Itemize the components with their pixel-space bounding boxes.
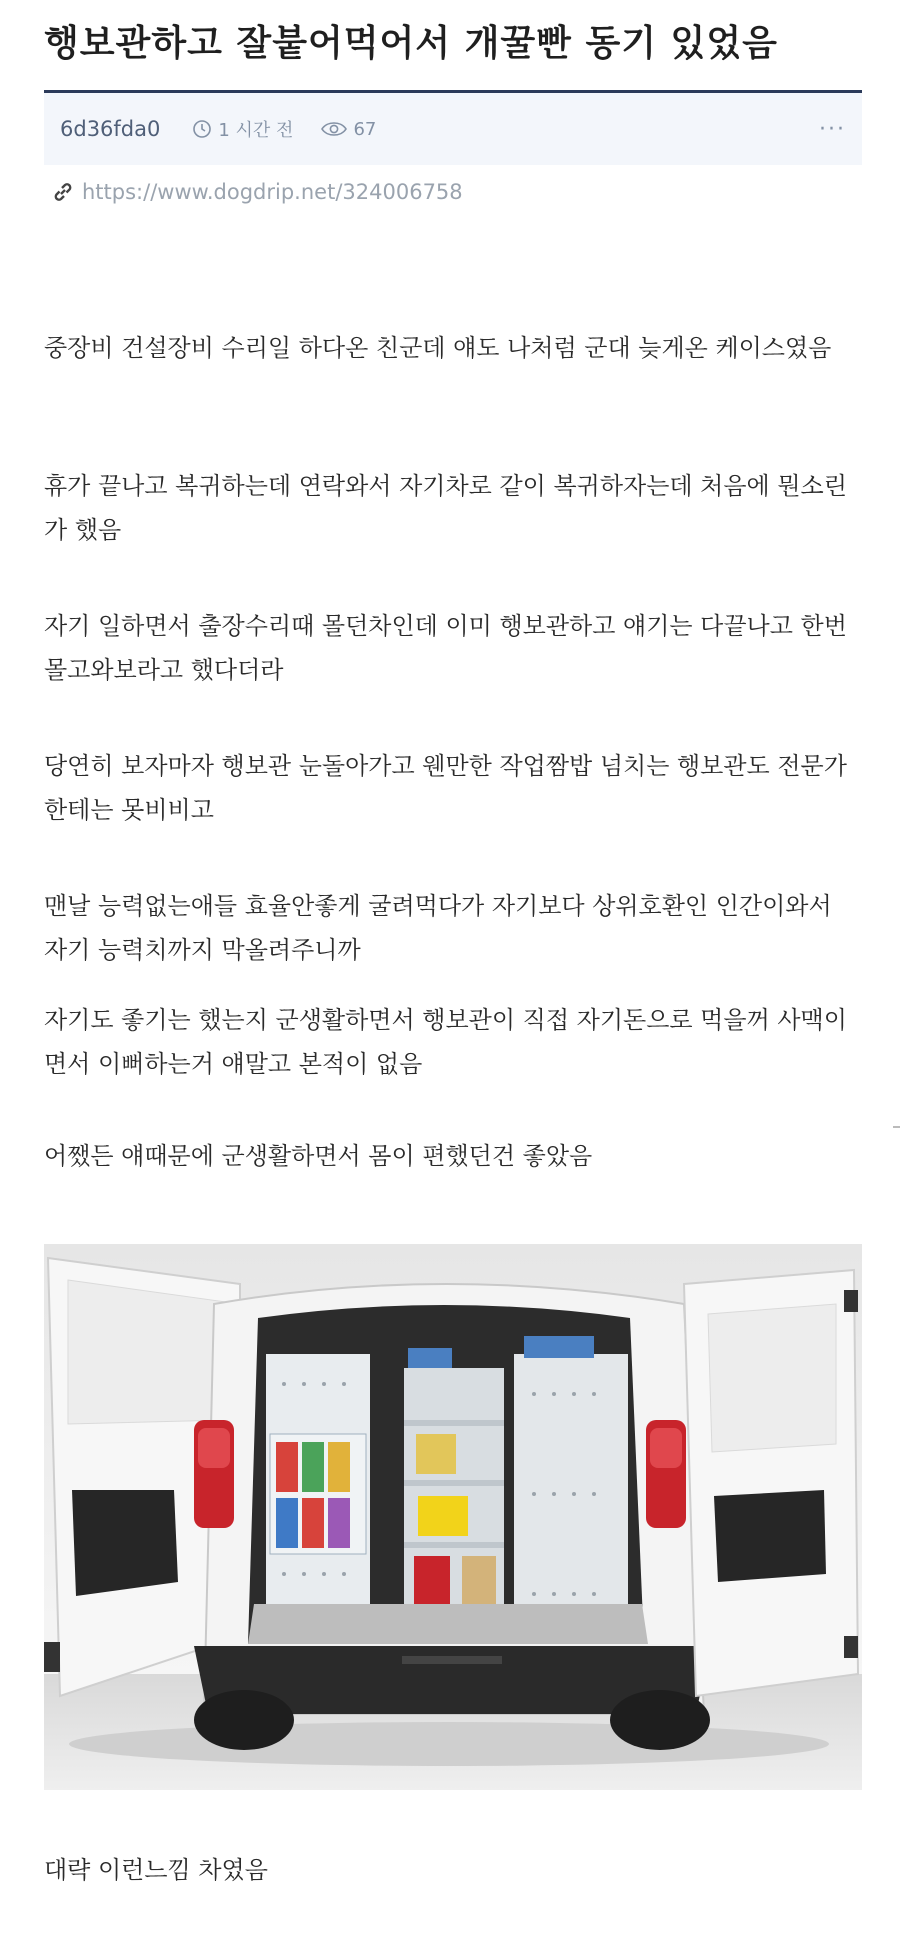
body-paragraph: 자기도 좋기는 했는지 군생활하면서 행보관이 직접 자기돈으로 먹을꺼 사맥이면서 이뻐하는거 얘말고 본적이 없음 <box>44 1006 847 1078</box>
post-views-count: 67 <box>353 118 377 140</box>
post-title: 행보관하고 잘붙어먹어서 개꿀빤 동기 있었음 <box>44 23 778 64</box>
source-link-url[interactable]: https://www.dogdrip.net/324006758 <box>82 180 463 204</box>
van-photo <box>44 1244 862 1790</box>
image-caption: 대략 이런느낌 차였음 <box>44 1856 268 1884</box>
link-icon <box>52 181 74 203</box>
eye-icon <box>321 120 347 138</box>
post-time <box>192 116 293 142</box>
source-link[interactable] <box>52 180 463 204</box>
body-paragraph: 중장비 건설장비 수리일 하다온 친군데 얘도 나처럼 군대 늦게온 케이스였음 <box>44 334 832 362</box>
post-views <box>321 119 376 140</box>
body-paragraph: 당연히 보자마자 행보관 눈돌아가고 웬만한 작업짬밥 넘치는 행보관도 전문가한테는 못비비고 <box>44 752 847 824</box>
body-paragraph: 자기 일하면서 출장수리때 몰던차인데 이미 행보관하고 얘기는 다끝나고 한번 몰고와보라고 했다더라 <box>44 612 847 684</box>
body-paragraph: 휴가 끝나고 복귀하는데 연락와서 자기차로 같이 복귀하자는데 처음에 뭔소린가 했음 <box>44 472 847 544</box>
post-meta-bar <box>44 93 862 165</box>
van-illustration <box>44 1244 862 1790</box>
post-time-text: 1 시간 전 <box>218 120 294 141</box>
scroll-edge-mark <box>893 1126 900 1128</box>
clock-icon <box>192 119 212 139</box>
more-options-button[interactable]: ··· <box>819 116 846 142</box>
body-paragraph: 어쨌든 얘때문에 군생활하면서 몸이 편했던건 좋았음 <box>44 1142 593 1170</box>
body-paragraph: 맨날 능력없는애들 효율안좋게 굴려먹다가 자기보다 상위호환인 인간이와서 자기 능력치까지 막올려주니까 <box>44 892 832 964</box>
post-author[interactable]: 6d36fda0 <box>60 117 161 141</box>
